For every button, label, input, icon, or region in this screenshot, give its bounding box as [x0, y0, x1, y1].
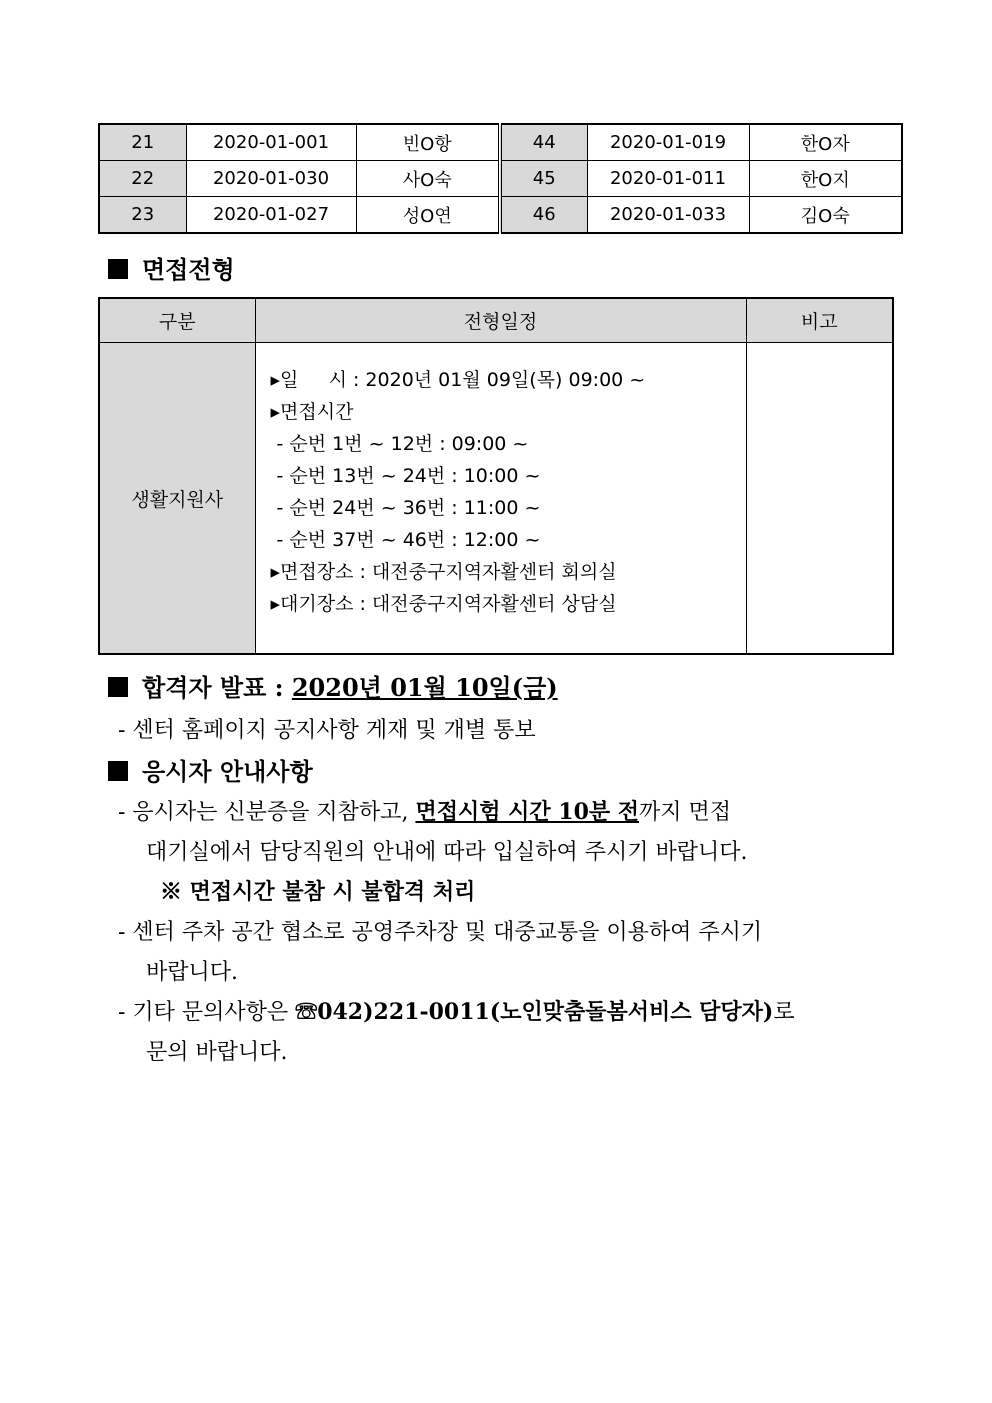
square-bullet-icon: [108, 761, 128, 781]
table-row: [99, 343, 893, 655]
square-bullet-icon: [108, 677, 128, 697]
guide-paragraph-3-cont: 문의 바랍니다.: [146, 1040, 288, 1065]
guide-heading: [108, 752, 313, 787]
note-cell: [746, 343, 893, 655]
schedule-line: ▸면접장소 : 대전중구지역자활센터 회의실: [270, 561, 617, 583]
column-header-schedule: 전형일정: [255, 298, 746, 343]
guide-text: 로: [773, 1000, 795, 1025]
announce-heading: [108, 668, 558, 703]
applicant-name: 김O숙: [749, 197, 902, 234]
interview-heading-text: 면접전형: [142, 255, 235, 284]
announce-heading-text: 합격자 발표 :: [142, 673, 292, 702]
interview-heading: [108, 250, 235, 285]
applicant-number: 44: [500, 124, 587, 161]
column-header-category: 구분: [99, 298, 255, 343]
column-header-note: 비고: [746, 298, 893, 343]
applicant-table: [98, 123, 903, 234]
applicant-name: 성O연: [356, 197, 500, 234]
guide-emphasis: 면접시험 시간 10분 전: [415, 799, 640, 825]
guide-warning: ※ 면접시간 불참 시 불합격 처리: [160, 879, 476, 905]
applicant-number: 46: [500, 197, 587, 234]
applicant-id: 2020-01-011: [587, 161, 749, 197]
applicant-number: 23: [99, 197, 186, 234]
applicant-id: 2020-01-030: [186, 161, 356, 197]
guide-paragraph-1: [118, 795, 731, 826]
announce-detail: - 센터 홈페이지 공지사항 게재 및 개별 통보: [118, 718, 536, 743]
applicant-id: 2020-01-001: [186, 124, 356, 161]
schedule-cell: [255, 343, 746, 655]
schedule-line: - 순번 13번 ~ 24번 : 10:00 ~: [270, 465, 541, 487]
schedule-line: ▸대기장소 : 대전중구지역자활센터 상담실: [270, 593, 617, 615]
applicant-number: 21: [99, 124, 186, 161]
applicant-id: 2020-01-027: [186, 197, 356, 234]
guide-text: 까지 면접: [639, 800, 732, 825]
guide-text: - 응시자는 신분증을 지참하고,: [118, 800, 416, 825]
category-cell: 생활지원사: [99, 343, 255, 655]
table-header-row: [99, 298, 893, 343]
guide-text: - 기타 문의사항은: [118, 1000, 296, 1025]
applicant-id: 2020-01-019: [587, 124, 749, 161]
schedule-line: - 순번 1번 ~ 12번 : 09:00 ~: [270, 433, 529, 455]
applicant-number: 22: [99, 161, 186, 197]
applicant-name: 빈O항: [356, 124, 500, 161]
announce-date: 2020년 01월 10일(금): [291, 673, 558, 702]
applicant-name: 한O지: [749, 161, 902, 197]
table-row: [99, 124, 902, 161]
applicant-id: 2020-01-033: [587, 197, 749, 234]
schedule-line: ▸면접시간: [270, 401, 354, 423]
table-row: [99, 197, 902, 234]
schedule-line: - 순번 24번 ~ 36번 : 11:00 ~: [270, 497, 541, 519]
schedule-line: - 순번 37번 ~ 46번 : 12:00 ~: [270, 529, 541, 551]
schedule-line: ▸일 시 : 2020년 01월 09일(목) 09:00 ~: [270, 369, 646, 391]
interview-table: [98, 297, 894, 655]
table-row: [99, 161, 902, 197]
guide-contact: ☏042)221-0011(노인맞춤돌봄서비스 담당자): [295, 999, 774, 1025]
guide-paragraph-2-cont: 바랍니다.: [146, 960, 239, 985]
guide-heading-text: 응시자 안내사항: [142, 757, 313, 786]
guide-paragraph-2: - 센터 주차 공간 협소로 공영주차장 및 대중교통을 이용하여 주시기: [118, 920, 763, 945]
applicant-name: 사O숙: [356, 161, 500, 197]
applicant-name: 한O자: [749, 124, 902, 161]
square-bullet-icon: [108, 259, 128, 279]
guide-paragraph-3: [118, 995, 795, 1026]
guide-paragraph-1-cont: 대기실에서 담당직원의 안내에 따라 입실하여 주시기 바랍니다.: [146, 840, 748, 865]
applicant-number: 45: [500, 161, 587, 197]
